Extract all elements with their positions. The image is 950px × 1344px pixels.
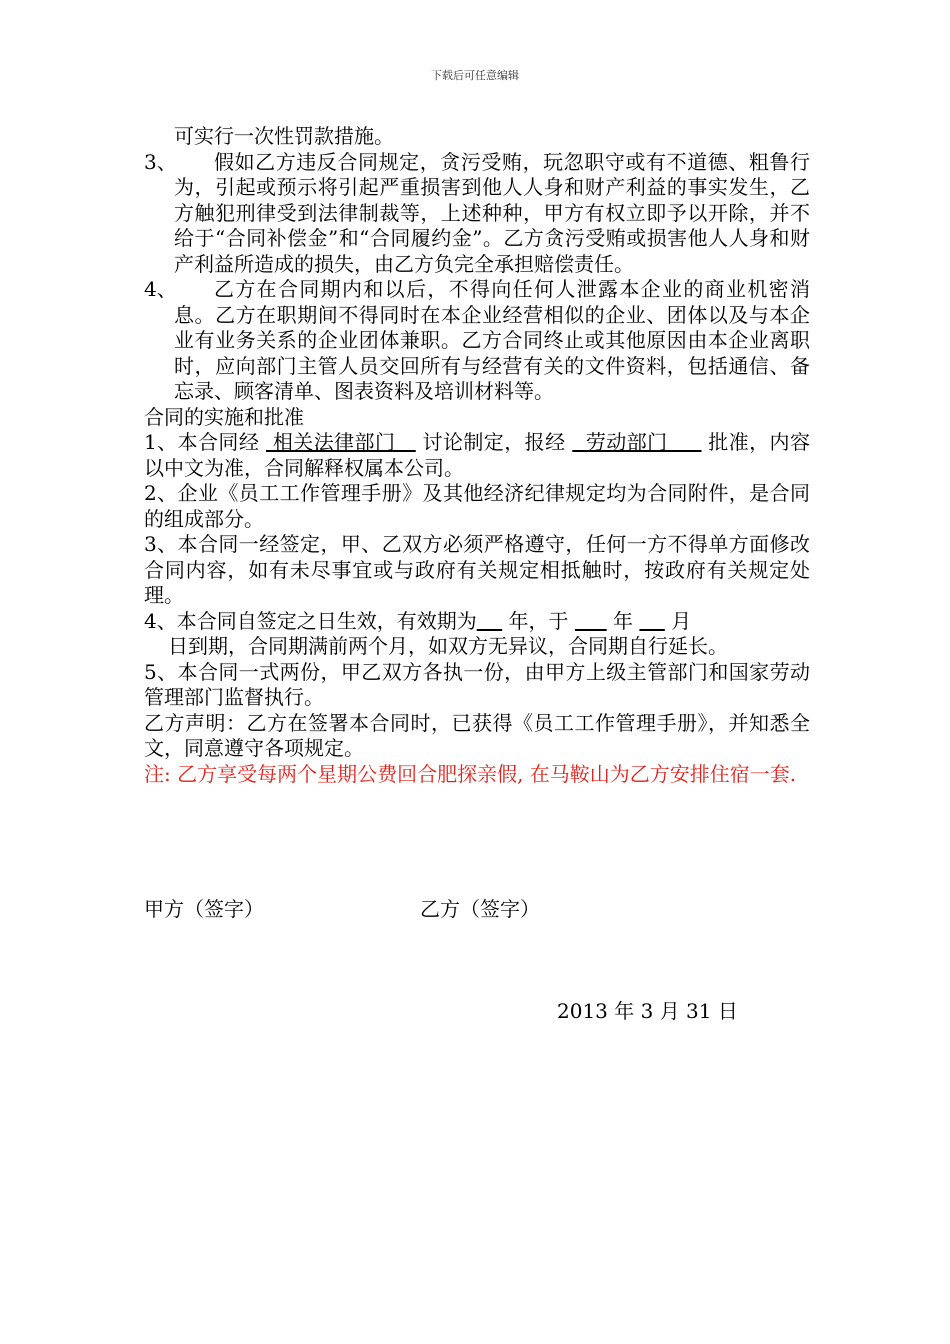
clause-3: 3、本合同一经签定，甲、乙双方必须严格遵守，任何一方不得单方面修改合同内容，如有未尽事宜或与政府有关规定相抵触时，按政府有关规定处理。 [144, 532, 810, 607]
party-a-signature-label: 甲方（签字） [144, 897, 264, 921]
clause-text: 月 [664, 608, 692, 633]
fill-in-blank: 劳动部门 [572, 430, 702, 454]
party-b-declaration: 乙方声明：乙方在签署本合同时，已获得《员工工作管理手册》，并知悉全文，同意遵守各项规定。 [144, 710, 810, 760]
clause-text: 年 [606, 608, 640, 633]
clause-text: 4、本合同自签定之日生效，有效期为 [144, 608, 477, 633]
list-item-3 [144, 150, 810, 278]
item-text: 乙方在合同期内和以后，不得向任何人泄露本企业的商业机密消息。乙方在职期间不得同时在本企业经营相似的企业、团体以及与本企业有业务关系的企业团体兼职。乙方合同终止或其他原因由本企业离职时，应向部门主管人员交回所有与经营有关的文件资料，包括通信、备忘录、顾客清单、图表资料及培训材料等。 [174, 277, 810, 403]
clause-5: 5、本合同一式两份，甲乙双方各执一份，由甲方上级主管部门和国家劳动管理部门监督执行。 [144, 659, 810, 709]
fill-in-blank [477, 609, 502, 633]
fill-in-blank [575, 609, 607, 633]
contract-body [144, 124, 810, 787]
clause-text: 1、本合同经 [144, 430, 267, 454]
clause-text: 日到期，合同期满前两个月，如双方无异议，合同期自行延长。 [168, 634, 728, 658]
signing-date: 2013 年 3 月 31 日 [557, 999, 738, 1023]
clause-text: 年，于 [502, 608, 575, 633]
fill-in-blank: 相关法律部门 [266, 430, 416, 454]
list-item-4 [144, 277, 810, 405]
clause-text: 讨论制定，报经 [415, 430, 573, 454]
section-title: 合同的实施和批准 [144, 404, 304, 429]
item-number: 4、 [144, 277, 177, 301]
note: 注: 乙方享受每两个星期公费回合肥探亲假, 在马鞍山为乙方安排住宿一套. [144, 761, 797, 786]
item-number: 3、 [144, 149, 177, 174]
party-b-signature-label: 乙方（签字） [420, 897, 540, 921]
item-text: 假如乙方违反合同规定，贪污受贿，玩忽职守或有不道德、粗鲁行为，引起或预示将引起严重损害到他人人身和财产利益的事实发生，乙方触犯刑律受到法律制裁等，上述种种，甲方有权立即予以开除，并不给于“合同补偿金”和“合同履约金”。乙方贪污受贿或损害他人人身和财产利益所造成的损失，由乙方负完全承担赔偿责任。 [174, 149, 810, 276]
clause-text: 批准，内容以中文为准，合同解释权属本公司。 [144, 430, 810, 480]
clause-1 [144, 430, 810, 481]
clause-4 [144, 609, 810, 660]
clause-2: 2、企业《员工工作管理手册》及其他经济纪律规定均为合同附件，是合同的组成部分。 [144, 481, 810, 531]
continuation-line: 可实行一次性罚款措施。 [174, 124, 394, 148]
page-header: 下载后可任意编辑 [431, 69, 519, 82]
fill-in-blank [639, 609, 664, 633]
